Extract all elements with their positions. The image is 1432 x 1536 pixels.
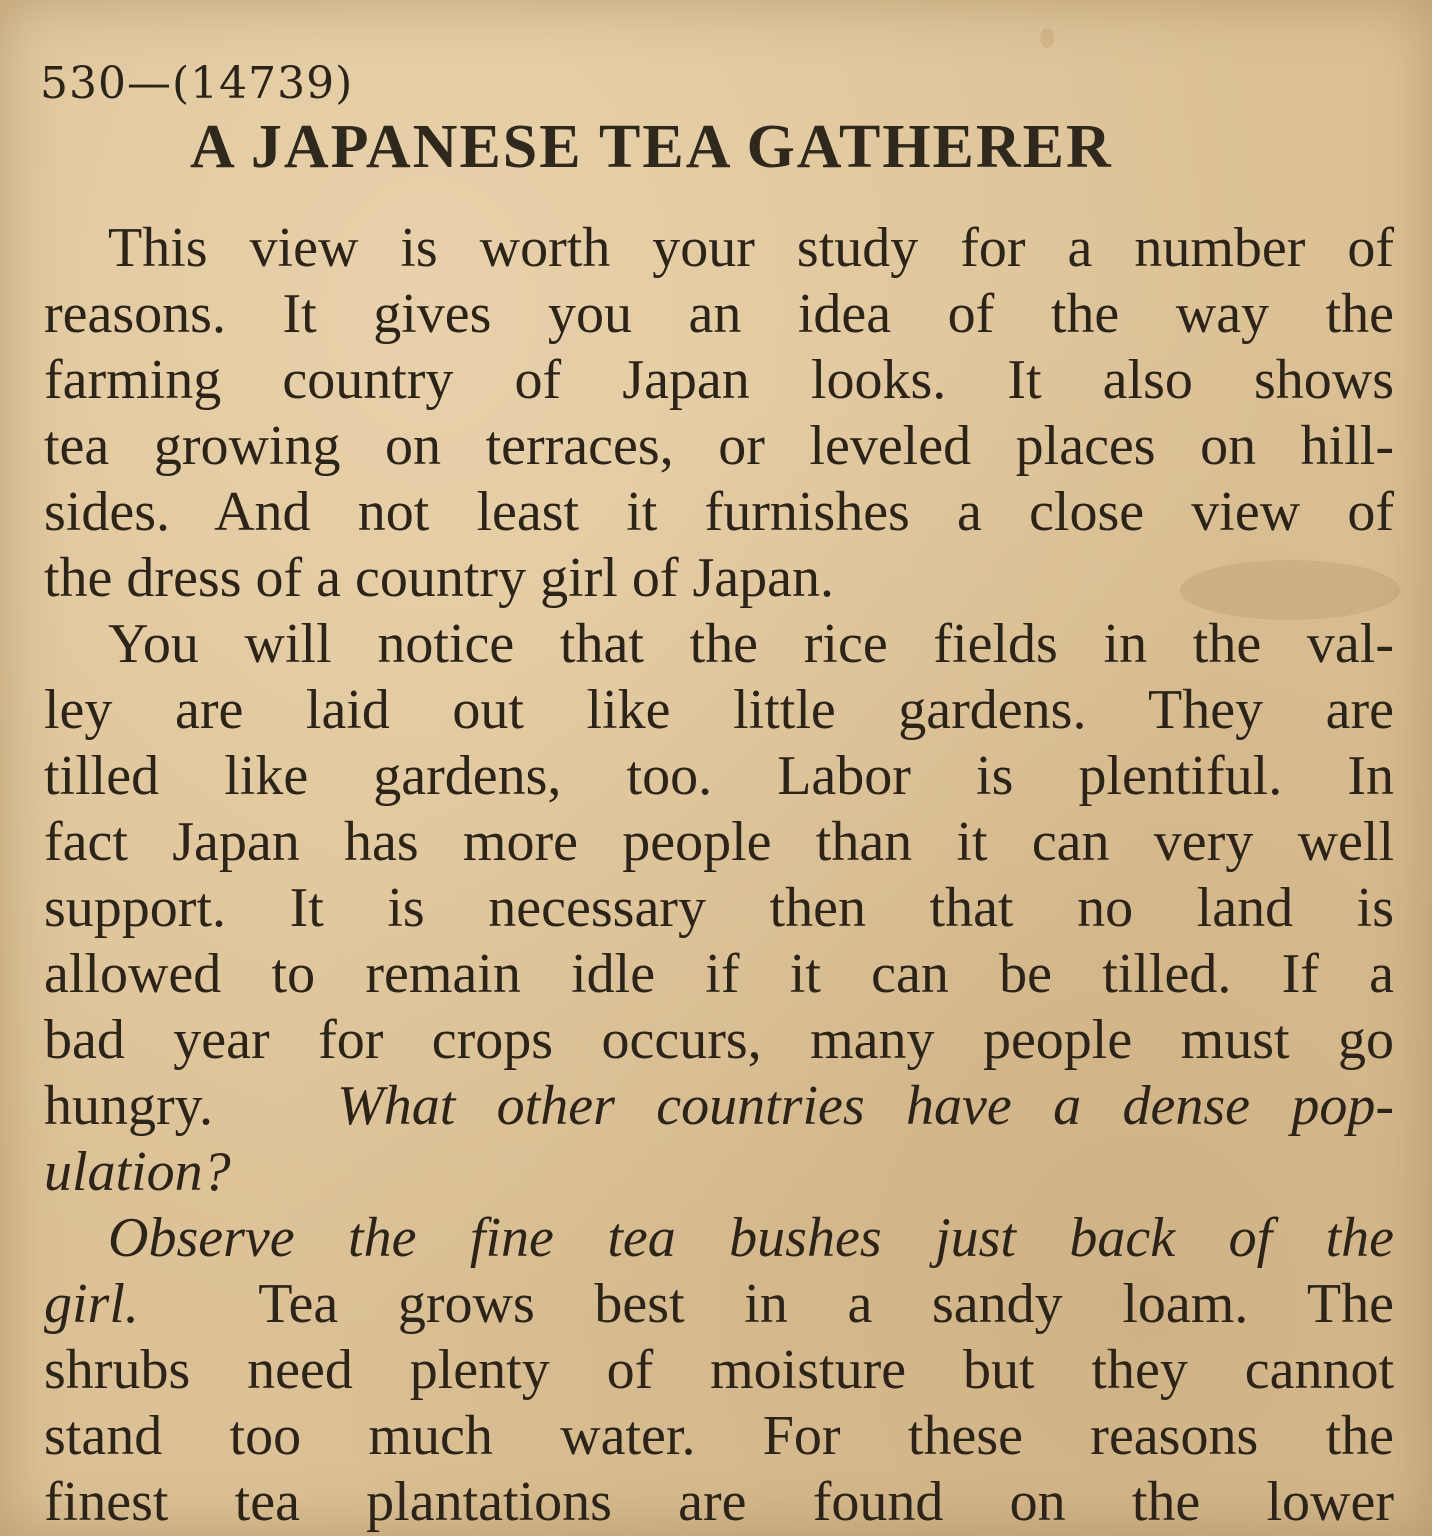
body-line: support. It is necessary then that no land is	[44, 877, 1394, 939]
italic-instruction: Observe the fine tea bushes just back of the	[108, 1207, 1394, 1269]
body-text: Tea grows best in a sandy loam. The	[258, 1273, 1394, 1335]
body-line: the dress of a country girl of Japan.	[44, 547, 834, 609]
body-line: fact Japan has more people than it can very well	[44, 811, 1394, 873]
body-line: finest tea plantations are found on the lower	[44, 1471, 1394, 1533]
card-title: A JAPANESE TEA GATHERER	[190, 113, 1113, 181]
body-line: farming country of Japan looks. It also shows	[44, 349, 1394, 411]
body-line: This view is worth your study for a number of	[108, 217, 1394, 279]
card-body-text	[44, 215, 1394, 1535]
italic-question-end: ulation?	[44, 1141, 231, 1203]
ink-speck	[1040, 28, 1054, 48]
body-line: sides. And not least it furnishes a close view of	[44, 481, 1394, 543]
italic-instruction-end: girl.	[44, 1273, 139, 1335]
body-line: tea growing on terraces, or leveled places on hill-	[44, 415, 1394, 477]
italic-question: What other countries have a dense pop-	[337, 1075, 1394, 1137]
body-line: bad year for crops occurs, many people must go	[44, 1009, 1394, 1071]
body-line: stand too much water. For these reasons the	[44, 1405, 1394, 1467]
body-line: shrubs need plenty of moisture but they cannot	[44, 1339, 1394, 1401]
body-line-mixed	[44, 1271, 1394, 1337]
card-number: 530—(14739)	[40, 58, 354, 109]
body-text: hungry.	[44, 1075, 214, 1137]
body-line: tilled like gardens, too. Labor is plentiful. In	[44, 745, 1394, 807]
body-line: ley are laid out like little gardens. They are	[44, 679, 1394, 741]
body-line-mixed	[44, 1073, 1394, 1139]
body-line: You will notice that the rice fields in the val-	[108, 613, 1394, 675]
body-line: allowed to remain idle if it can be tilled. If a	[44, 943, 1394, 1005]
body-line: reasons. It gives you an idea of the way the	[44, 283, 1394, 345]
